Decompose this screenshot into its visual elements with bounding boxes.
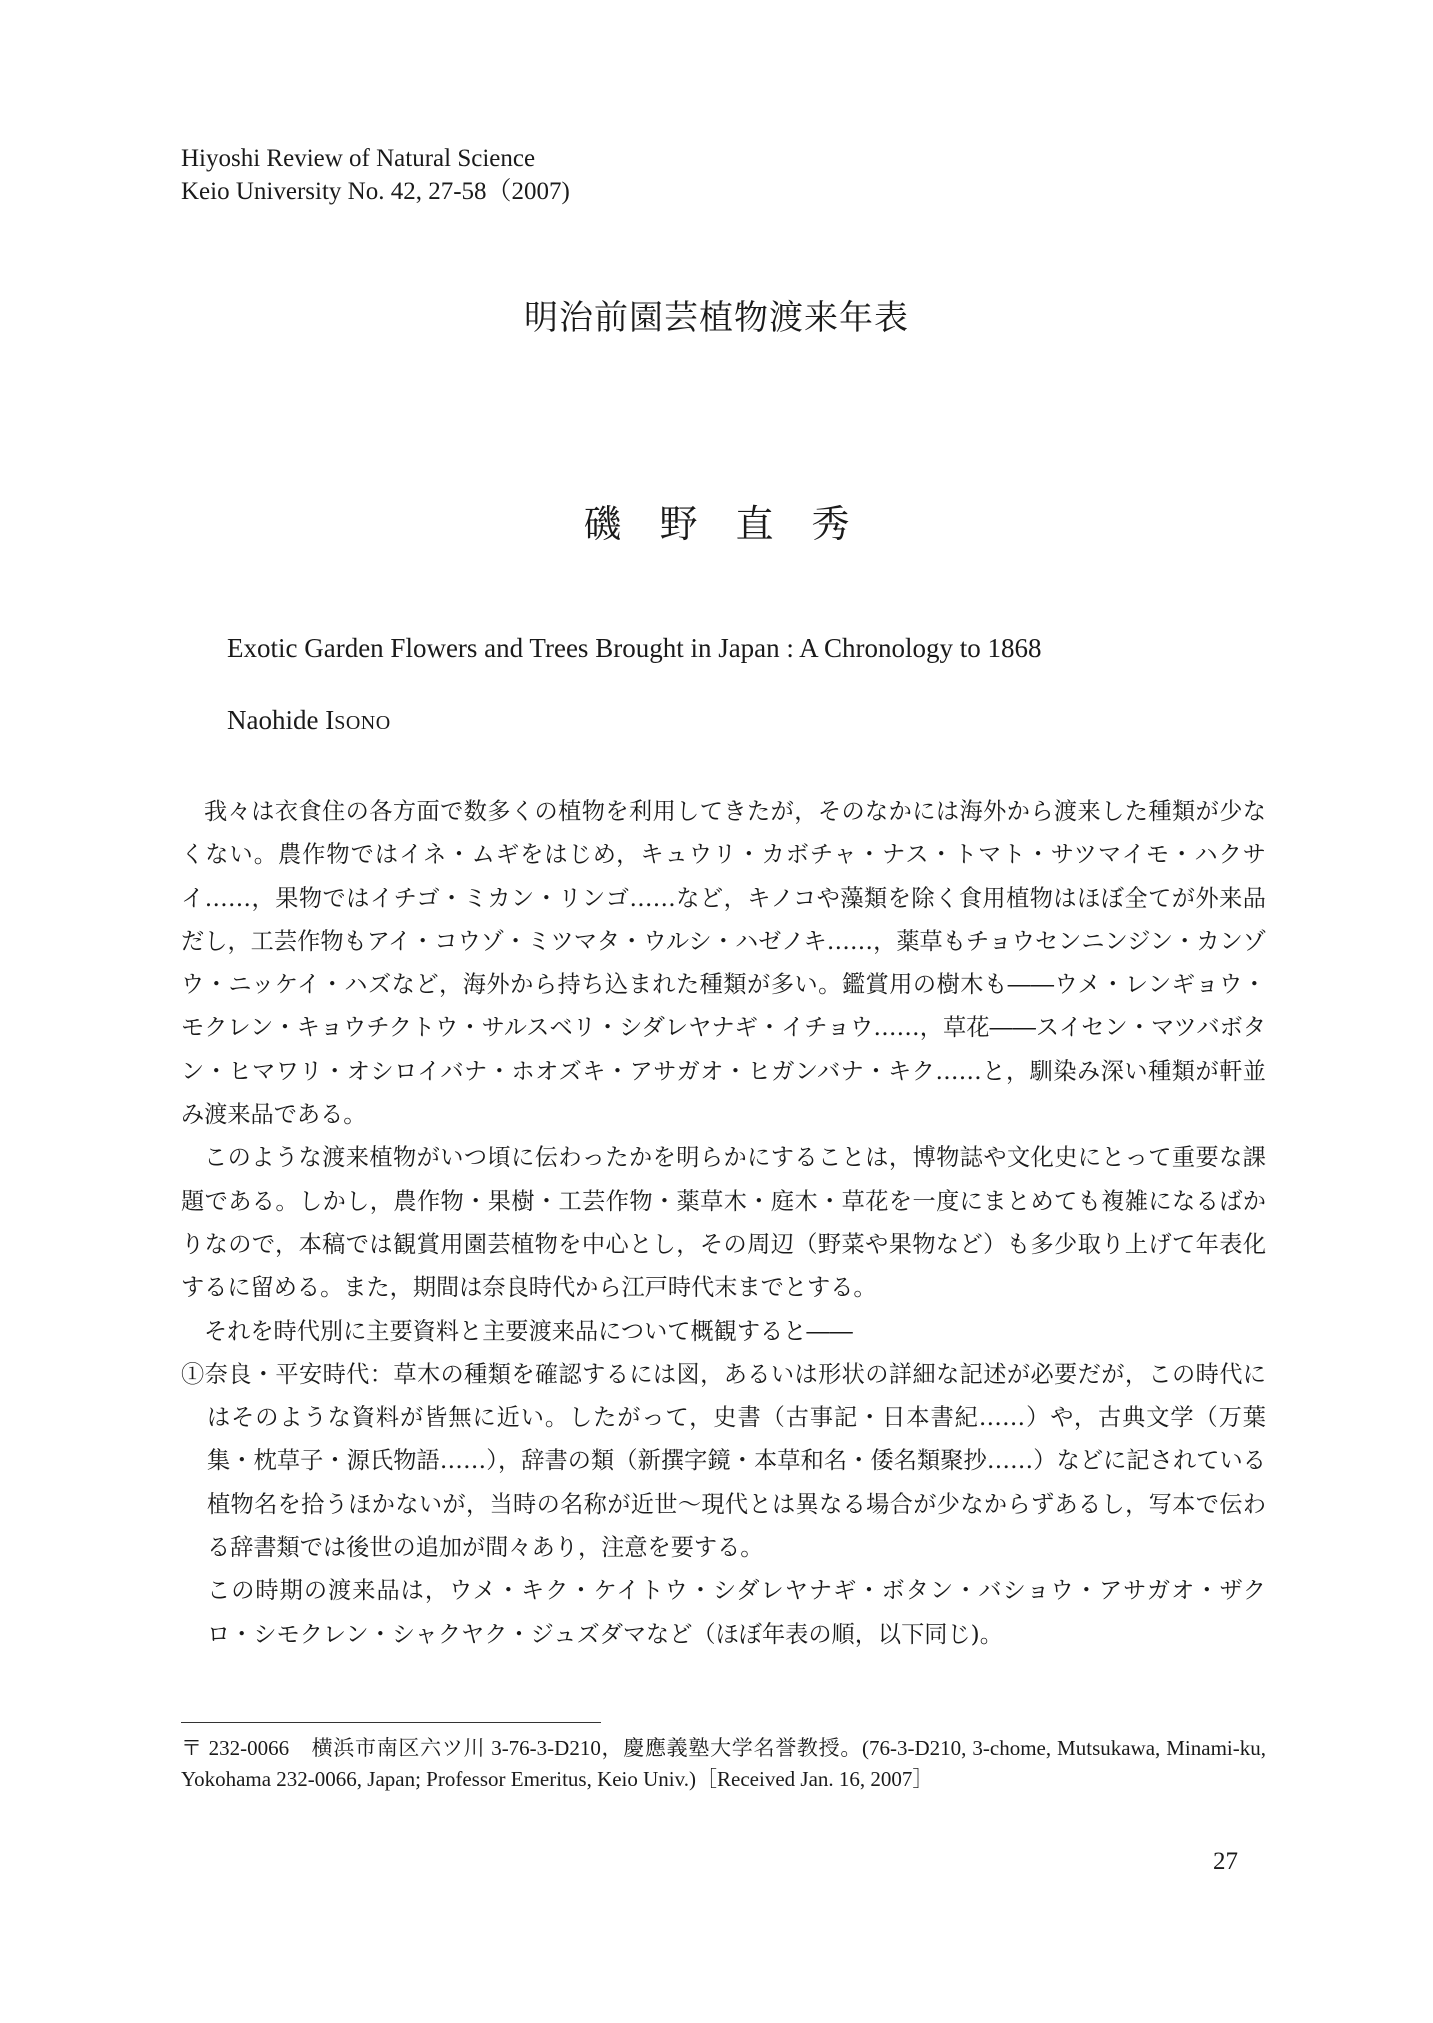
author-name-en xyxy=(227,705,391,736)
article-title-en: Exotic Garden Flowers and Trees Brought in Japan : A Chronology to 1868 xyxy=(227,633,1042,663)
author-given-name: Naohide xyxy=(227,705,319,735)
paragraph-3: それを時代別に主要資料と主要渡来品について概観すると―― xyxy=(204,1317,853,1345)
footnote-divider xyxy=(181,1722,601,1723)
journal-name: Hiyoshi Review of Natural Science xyxy=(181,145,536,172)
author-family-initial: I xyxy=(325,705,335,735)
list-item-1-continued: この時期の渡来品は，ウメ・キク・ケイトウ・シダレヤナギ・ボタン・バショウ・アサガオ・ザクロ・シモクレン・シャクヤク・ジュズダマなど（ほぼ年表の順，以下同じ)。 xyxy=(207,1577,1266,1648)
page-number: 27 xyxy=(1213,1848,1238,1875)
author-family-rest: SONO xyxy=(334,712,391,734)
article-title-jp: 明治前園芸植物渡来年表 xyxy=(524,298,909,338)
footnote: 〒 232-0066 横浜市南区六ツ川 3-76-3-D210，慶應義塾大学名誉教授。(76-3-D210, 3-chome, Mutsukawa, Minami-ku, Yokohama 232-0066, Japan; Professor Emeritus, Keio Univ.)［Received Jan. 16, 2007］ xyxy=(181,1736,1266,1791)
journal-header xyxy=(181,142,570,208)
paragraph-2: このような渡来植物がいつ頃に伝わったかを明らかにすることは，博物誌や文化史にとって重要な課題である。しかし，農作物・果樹・工芸作物・薬草木・庭木・草花を一度にまとめても複雑になるばかりなので，本稿では観賞用園芸植物を中心とし，その周辺（野菜や果物など）も多少取り上げて年表化するに留める。また，期間は奈良時代から江戸時代末までとする。 xyxy=(181,1144,1266,1302)
author-name-jp: 磯野直秀 xyxy=(583,502,888,546)
article-body xyxy=(181,790,1266,1656)
paragraph-1: 我々は衣食住の各方面で数多くの植物を利用してきたが，そのなかには海外から渡来した種類が少なくない。農作物ではイネ・ムギをはじめ，キュウリ・カボチャ・ナス・トマト・サツマイモ・ハクサイ……，果物ではイチゴ・ミカン・リンゴ……など，キノコや藻類を除く食用植物はほぼ全てが外来品だし，工芸作物もアイ・コウゾ・ミツマタ・ウルシ・ハゼノキ……，薬草もチョウセンニンジン・カンゾウ・ニッケイ・ハズなど，海外から持ち込まれた種類が多い。鑑賞用の樹木も――ウメ・レンギョウ・モクレン・キョウチクトウ・サルスベリ・シダレヤナギ・イチョウ……，草花――スイセン・マツバボタン・ヒマワリ・オシロイバナ・ホオズキ・アサガオ・ヒガンバナ・キク……と，馴染み深い種類が軒並み渡来品である。 xyxy=(181,798,1266,1129)
journal-volume: Keio University No. 42, 27-58（2007) xyxy=(181,178,570,205)
list-item-1: ①奈良・平安時代：草木の種類を確認するには図，あるいは形状の詳細な記述が必要だが，この時代にはそのような資料が皆無に近い。したがって，史書（古事記・日本書紀……）や，古典文学（万葉集・枕草子・源氏物語……），辞書の類（新撰字鏡・本草和名・倭名類聚抄……）などに記されている植物名を拾うほかないが，当時の名称が近世～現代とは異なる場合が少なからずあるし，写本で伝わる辞書類では後世の追加が間々あり，注意を要する。 xyxy=(181,1360,1266,1562)
